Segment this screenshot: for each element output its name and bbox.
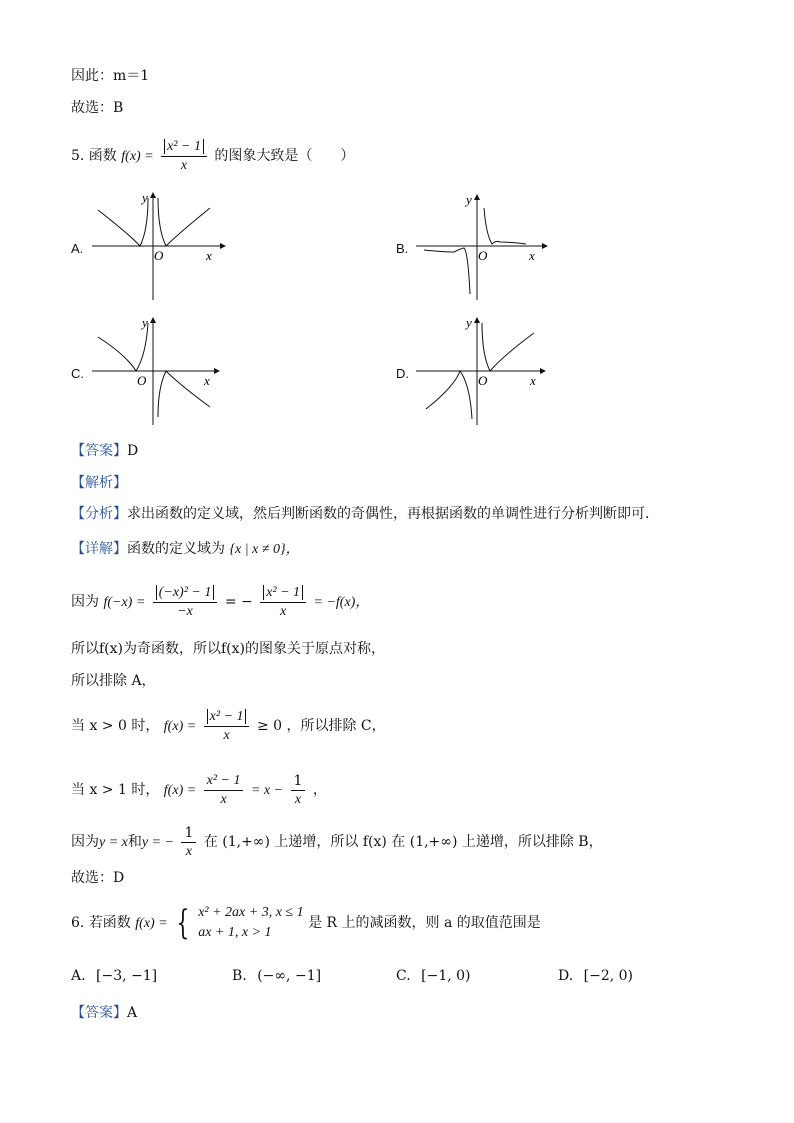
question-5-denominator: x [180,158,188,173]
prev-answer-line: 因此：m＝1 [71,68,150,84]
step-1-end: = −f(x)， [313,595,370,610]
step-5-end: ， [312,782,327,798]
q6-option-a-value: [−3, −1] [96,968,158,984]
step-1-den-2: x [280,604,287,619]
step-4 [71,706,386,747]
step-3: 所以排除 A， [71,673,156,689]
analysis-5 [71,473,127,493]
option-d-label: D. [396,366,409,381]
question-6-option-a [71,966,157,986]
detail-5 [71,539,300,560]
question-6-brace: { [176,903,190,943]
graph-b-x-label: x [529,248,535,263]
q6-option-c-label: C. [396,968,411,984]
graph-b-y-label: y [466,192,472,207]
detail-5-tag: 【详解】 [71,541,127,557]
step-6-a: y = x [99,835,128,850]
step-4-num: x² − 1 [207,709,247,724]
step-5-fraction [204,772,244,809]
step-6-pre: 因为 [71,834,99,850]
question-5-fx: f(x) = [121,149,154,164]
step-1 [71,582,369,623]
q6-option-b-label: B. [232,968,247,984]
q6-option-d-label: D. [558,968,574,984]
graph-d-origin: O [478,373,488,388]
q6-option-a-label: A. [71,968,86,984]
conclusion-5: 故选：D [71,870,125,886]
step-5-den: x [220,791,227,807]
detail-5-domain-set: {x | x ≠ 0}， [229,542,300,557]
step-4-den: x [223,728,230,743]
step-1-num-2: x² − 1 [263,585,303,600]
fenxi-5-text: 求出函数的定义域，然后判断函数的奇偶性，再根据函数的单调性进行分析判断即可. [127,506,650,522]
answer-6-value: A [127,1005,138,1021]
step-1-lhs: f(−x) = [103,595,146,610]
graph-d-x-label: x [530,373,536,388]
step-4-end: ≥ 0 ，所以排除 C， [256,718,386,734]
question-6-suffix: 是 R 上的减函数，则 a 的取值范围是 [308,915,541,931]
q6-option-d-value: [−2, 0) [583,968,634,984]
answer-5-tag: 【答案】 [71,443,127,459]
step-5-num: x² − 1 [204,772,244,791]
graph-option-c [90,315,230,427]
question-6-prefix: 6. 若函数 [71,915,131,931]
question-5-prefix: 5. 函数 [71,148,117,164]
question-6-option-d [558,966,633,986]
step-6 [71,822,603,863]
step-1-pre: 因为 [71,594,99,610]
q6-option-b-value: (−∞, −1] [257,968,322,984]
step-6-end: 在 (1,+∞) 上递增，所以 f(x) 在 (1,+∞) 上递增，所以排除 B， [203,834,603,850]
graph-c-origin: O [137,373,147,388]
option-a-label: A. [71,241,84,256]
step-4-pre: 当 x > 0 时， [71,718,160,734]
step-4-fraction [204,707,250,745]
step-1-num-1: (−x)² − 1 [156,585,215,600]
step-1-fraction-2 [260,583,306,621]
graph-a-origin: O [154,248,164,263]
analysis-5-tag: 【解析】 [71,475,127,491]
step-5-den-2: x [294,791,302,807]
fenxi-5-tag: 【分析】 [71,506,127,522]
question-6-option-c [396,966,471,986]
step-1-fraction-1 [153,583,218,621]
answer-6-tag: 【答案】 [71,1005,127,1021]
graph-c-y-label: y [142,315,148,330]
option-c-label: C. [71,366,84,381]
answer-5-value: D [127,443,139,459]
detail-5-text: 函数的定义域为 [127,541,225,557]
graph-d-y-label: y [466,315,472,330]
step-6-den: x [185,843,192,859]
question-6-fx: f(x) = [135,916,168,931]
step-6-num: 1 [181,824,196,843]
q6-option-c-value: [−1, 0) [421,968,471,984]
fenxi-5 [71,504,649,524]
answer-6 [71,1003,137,1023]
graph-a-y-label: y [142,190,148,205]
question-5-numerator: x² − 1 [164,139,204,154]
step-1-mid: = − [224,594,253,610]
question-5 [71,136,354,177]
step-6-and: 和 [127,834,142,850]
answer-5 [71,441,138,461]
graph-b-origin: O [478,248,488,263]
step-5-fraction-2 [291,772,306,809]
step-6-b: y = − [141,835,174,850]
step-2: 所以f(x)为奇函数，所以f(x)的图象关于原点对称， [71,641,386,657]
question-5-suffix: 的图象大致是（ ） [214,148,355,164]
step-5-fx: f(x) = [163,783,197,798]
question-6-option-b [232,966,321,986]
graph-c-x-label: x [204,373,210,388]
prev-choice-line: 故选：B [71,100,124,116]
option-b-label: B. [396,241,409,256]
step-5 [71,770,327,811]
question-6 [71,900,541,947]
graph-option-d [414,315,554,427]
question-6-case-2: ax + 1, x > 1 [198,925,272,940]
step-4-fx: f(x) = [163,719,197,734]
graph-option-a [90,190,230,302]
question-6-case-1: x² + 2ax + 3, x ≤ 1 [198,905,304,920]
step-5-pre: 当 x > 1 时， [71,782,160,798]
step-6-fraction [181,824,196,861]
question-5-fraction [161,137,207,175]
step-1-den-1: −x [177,604,193,619]
graph-option-b [414,190,554,302]
step-5-mid: = x − [250,783,284,798]
step-5-num-2: 1 [291,772,306,791]
question-6-cases [198,903,303,943]
graph-a-x-label: x [206,248,212,263]
